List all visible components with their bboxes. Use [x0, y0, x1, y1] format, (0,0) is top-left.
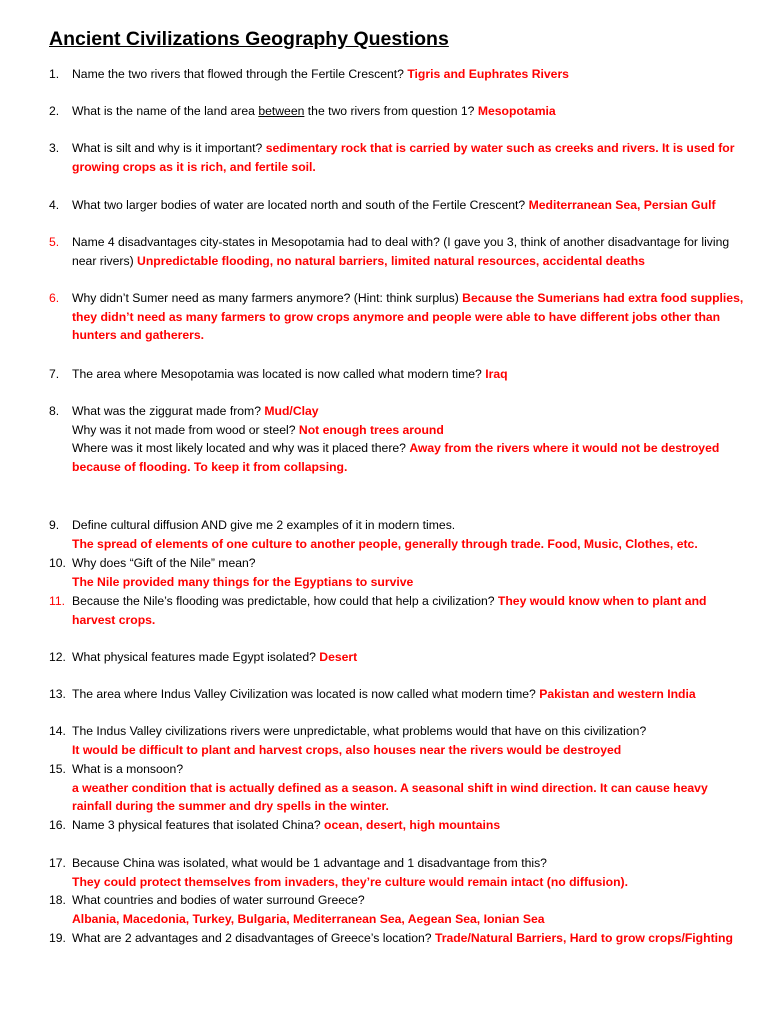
answer-text: They could protect themselves from invaders, they’re culture would remain intact (no diffusion).	[72, 874, 628, 889]
question-text: What physical features made Egypt isolated?	[72, 650, 320, 664]
answer-text: Not enough trees around	[298, 422, 444, 437]
question-text: the two rivers from question 1?	[304, 104, 478, 118]
question-number: 17.	[49, 856, 66, 870]
question-text: Define cultural diffusion AND give me 2 examples of it in modern times.	[72, 518, 456, 532]
question-item	[0, 929, 768, 948]
question-item	[0, 648, 768, 667]
answer-text: The spread of elements of one culture to another people, generally through trade. Food, Music, Clothes, etc.	[72, 536, 698, 551]
question-item	[0, 685, 768, 704]
question-item	[0, 722, 768, 759]
answer-text: a weather condition that is actually defined as a season. A seasonal shift in wind direction. It can cause heavy rainfall during the summer and dry spells in the winter.	[72, 780, 708, 814]
answer-text: They would know when to plant and harvest crops.	[72, 594, 707, 627]
answer-text: Trade/Natural Barriers, Hard to grow crops/Fighting	[434, 931, 733, 945]
question-number: 9.	[49, 518, 60, 532]
question-item	[0, 65, 768, 84]
question-item	[0, 139, 768, 176]
worksheet-title: Ancient Civilizations Geography Questions	[49, 28, 449, 50]
question-number: 18.	[49, 893, 66, 907]
question-number: 2.	[49, 104, 60, 118]
question-text: Name 4 disadvantages city-states in Mesopotamia had to deal with? (I gave you 3, think of another disadvantage for living near rivers)	[72, 235, 730, 268]
question-text: Why was it not made from wood or steel?	[72, 422, 299, 437]
answer-text: Mud/Clay	[264, 404, 319, 418]
question-number: 7.	[49, 367, 60, 381]
answer-text: It would be difficult to plant and harvest crops, also houses near the rivers would be destroyed	[72, 742, 622, 757]
answer-text: Tigris and Euphrates Rivers	[407, 67, 569, 81]
answer-text: Pakistan and western India	[539, 687, 696, 701]
question-number: 3.	[49, 141, 60, 155]
question-text: Why does “Gift of the Nile” mean?	[72, 556, 256, 570]
answer-text: sedimentary rock that is carried by water such as creeks and rivers. It is used for growing crops as it is rich, and fertile soil.	[72, 141, 735, 174]
question-number: 12.	[49, 650, 66, 664]
question-item	[0, 102, 768, 121]
question-number: 5.	[49, 235, 60, 249]
question-number: 14.	[49, 724, 66, 738]
question-number: 10.	[49, 556, 66, 570]
question-text: Name the two rivers that flowed through the Fertile Crescent?	[72, 67, 408, 81]
question-item	[0, 196, 768, 215]
question-text: The Indus Valley civilizations rivers were unpredictable, what problems would that have on this civilization?	[72, 724, 647, 738]
question-item	[0, 233, 768, 270]
question-text: What is a monsoon?	[72, 762, 184, 776]
question-text: Because China was isolated, what would be 1 advantage and 1 disadvantage from this?	[72, 856, 547, 870]
question-number: 16.	[49, 818, 66, 832]
question-text: What was the ziggurat made from?	[72, 404, 265, 418]
answer-text: Mesopotamia	[477, 104, 556, 118]
answer-text: The Nile provided many things for the Egyptians to survive	[72, 574, 414, 589]
question-text: The area where Mesopotamia was located is now called what modern time?	[72, 367, 486, 381]
question-text: The area where Indus Valley Civilization was located is now called what modern time?	[72, 687, 540, 701]
question-item	[0, 365, 768, 384]
question-text: What are 2 advantages and 2 disadvantages of Greece’s location?	[72, 931, 435, 945]
question-text: What countries and bodies of water surround Greece?	[72, 893, 365, 907]
answer-text: Desert	[319, 650, 358, 664]
question-item	[0, 816, 768, 835]
question-item	[0, 760, 768, 816]
answer-text: ocean, desert, high mountains	[324, 818, 501, 832]
answer-text: Iraq	[485, 367, 508, 381]
question-item	[0, 592, 768, 629]
question-text: Because the Nile’s flooding was predictable, how could that help a civilization?	[72, 594, 498, 608]
answer-text: Unpredictable flooding, no natural barriers, limited natural resources, accidental deaths	[137, 253, 645, 268]
answer-text: Away from the rivers where it would not be destroyed because of flooding. To keep it from collapsing.	[72, 441, 720, 474]
question-number: 6.	[49, 291, 60, 305]
answer-text: Because the Sumerians had extra food supplies, they didn’t need as many farmers to grow crops anymore and people were able to have different jobs other than hunters and gatherers.	[72, 291, 744, 343]
question-number: 4.	[49, 198, 60, 212]
question-text: Why didn’t Sumer need as many farmers anymore? (Hint: think surplus)	[72, 291, 463, 305]
question-item	[0, 402, 768, 476]
question-text: What is the name of the land area	[72, 104, 259, 118]
question-text: What is silt and why is it important?	[72, 141, 266, 155]
question-number: 19.	[49, 931, 66, 945]
question-number: 1.	[49, 67, 60, 81]
answer-text: Mediterranean Sea, Persian Gulf	[528, 198, 716, 212]
question-item	[0, 891, 768, 928]
question-underlined-word: between	[258, 104, 305, 118]
question-text: What two larger bodies of water are located north and south of the Fertile Crescent?	[72, 198, 529, 212]
question-text: Where was it most likely located and why was it placed there?	[72, 441, 410, 456]
question-number: 8.	[49, 404, 60, 418]
question-item	[0, 554, 768, 591]
question-number: 11.	[49, 594, 66, 608]
question-item	[0, 516, 768, 553]
question-item	[0, 854, 768, 891]
question-text: Name 3 physical features that isolated China?	[72, 818, 325, 832]
question-number: 15.	[49, 762, 66, 776]
answer-text: Albania, Macedonia, Turkey, Bulgaria, Mediterranean Sea, Aegean Sea, Ionian Sea	[72, 911, 545, 926]
question-number: 13.	[49, 687, 66, 701]
question-item	[0, 289, 768, 345]
